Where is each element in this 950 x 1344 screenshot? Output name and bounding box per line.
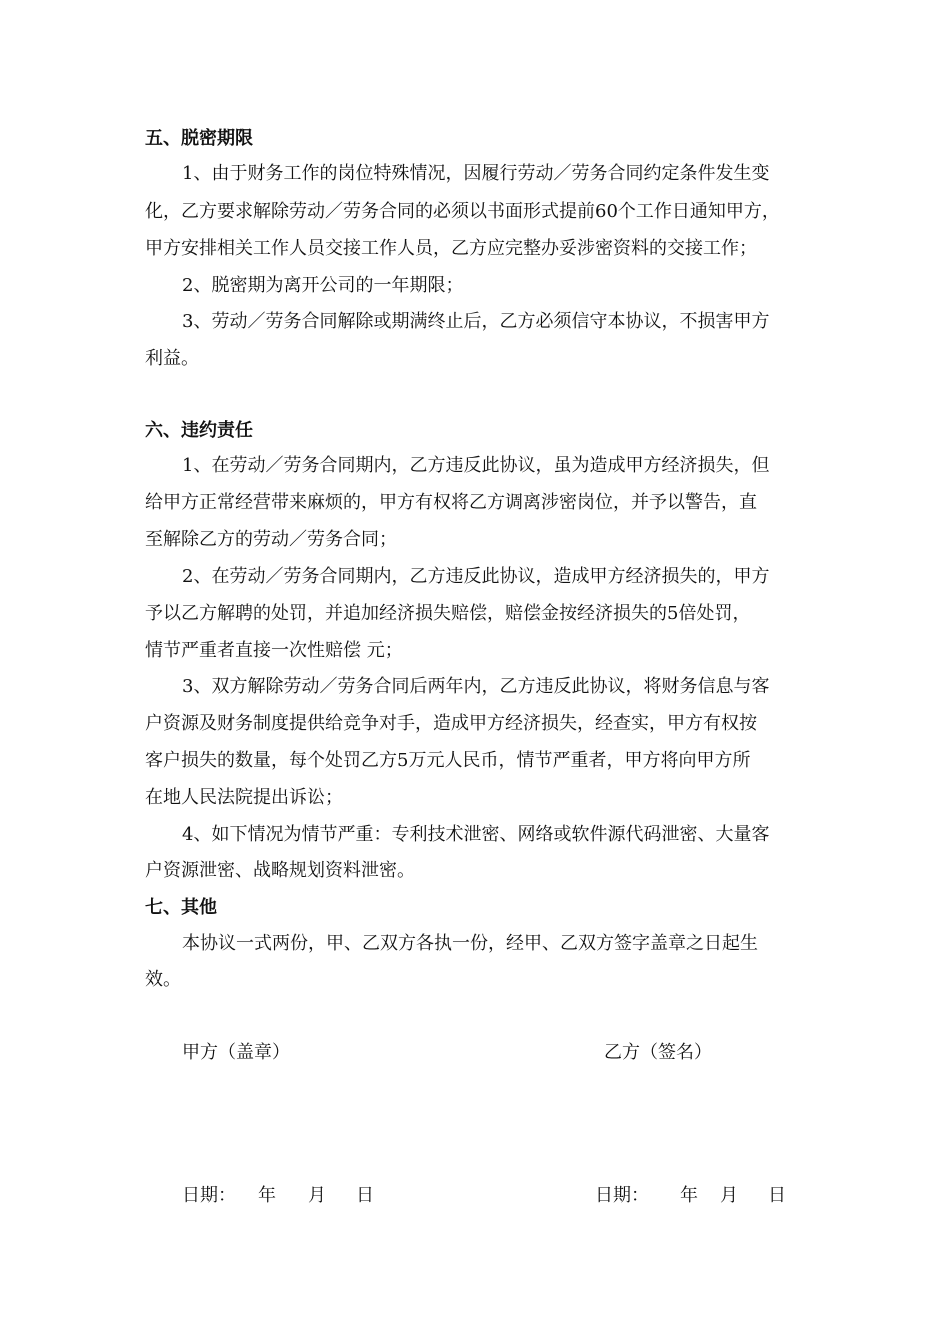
party-a-date-month: 月 xyxy=(308,1185,326,1206)
party-a-date-day: 日 xyxy=(356,1185,374,1206)
paragraph-line: 2、脱密期为离开公司的一年期限； xyxy=(182,275,464,296)
paragraph-line: 3、劳动／劳务合同解除或期满终止后，乙方必须信守本协议，不损害甲方 xyxy=(182,311,770,332)
paragraph-line: 1、由于财务工作的岗位特殊情况，因履行劳动／劳务合同约定条件发生变 xyxy=(182,163,770,184)
party-b-date-day: 日 xyxy=(768,1185,786,1206)
paragraph-line: 在地人民法院提出诉讼； xyxy=(145,787,343,808)
paragraph-line: 1、在劳动／劳务合同期内，乙方违反此协议，虽为造成甲方经济损失，但 xyxy=(182,455,770,476)
section-heading-7: 七、其他 xyxy=(145,897,217,918)
party-b-date-month: 月 xyxy=(720,1185,738,1206)
party-b-date-label: 日期： xyxy=(595,1185,649,1206)
paragraph-line: 给甲方正常经营带来麻烦的，甲方有权将乙方调离涉密岗位，并予以警告，直 xyxy=(145,492,757,513)
party-b-signature-label: 乙方（签名） xyxy=(604,1042,712,1063)
party-a-date-label: 日期： xyxy=(182,1185,236,1206)
party-b-date-year: 年 xyxy=(680,1185,698,1206)
paragraph-line: 客户损失的数量，每个处罚乙方5万元人民币，情节严重者，甲方将向甲方所 xyxy=(145,750,751,771)
section-heading-6: 六、违约责任 xyxy=(145,420,253,441)
paragraph-line: 户资源泄密、战略规划资料泄密。 xyxy=(145,860,415,881)
paragraph-line: 本协议一式两份，甲、乙双方各执一份，经甲、乙双方签字盖章之日起生 xyxy=(182,933,758,954)
paragraph-line: 利益。 xyxy=(145,348,199,369)
paragraph-line: 户资源及财务制度提供给竞争对手，造成甲方经济损失，经查实，甲方有权按 xyxy=(145,713,757,734)
paragraph-line: 至解除乙方的劳动／劳务合同； xyxy=(145,529,397,550)
paragraph-line: 2、在劳动／劳务合同期内，乙方违反此协议，造成甲方经济损失的，甲方 xyxy=(182,566,770,587)
paragraph-line: 予以乙方解聘的处罚，并追加经济损失赔偿，赔偿金按经济损失的5倍处罚， xyxy=(145,603,751,624)
paragraph-line: 效。 xyxy=(145,969,181,990)
paragraph-line: 情节严重者直接一次性赔偿 元； xyxy=(145,640,403,661)
paragraph-line: 化，乙方要求解除劳动／劳务合同的必须以书面形式提前60个工作日通知甲方， xyxy=(145,201,780,222)
party-a-date-year: 年 xyxy=(258,1185,276,1206)
paragraph-line: 3、双方解除劳动／劳务合同后两年内，乙方违反此协议，将财务信息与客 xyxy=(182,676,770,697)
paragraph-line: 4、如下情况为情节严重：专利技术泄密、网络或软件源代码泄密、大量客 xyxy=(182,824,770,845)
paragraph-line: 甲方安排相关工作人员交接工作人员，乙方应完整办妥涉密资料的交接工作； xyxy=(145,238,757,259)
party-a-seal-label: 甲方（盖章） xyxy=(182,1042,290,1063)
section-heading-5: 五、脱密期限 xyxy=(145,128,253,149)
